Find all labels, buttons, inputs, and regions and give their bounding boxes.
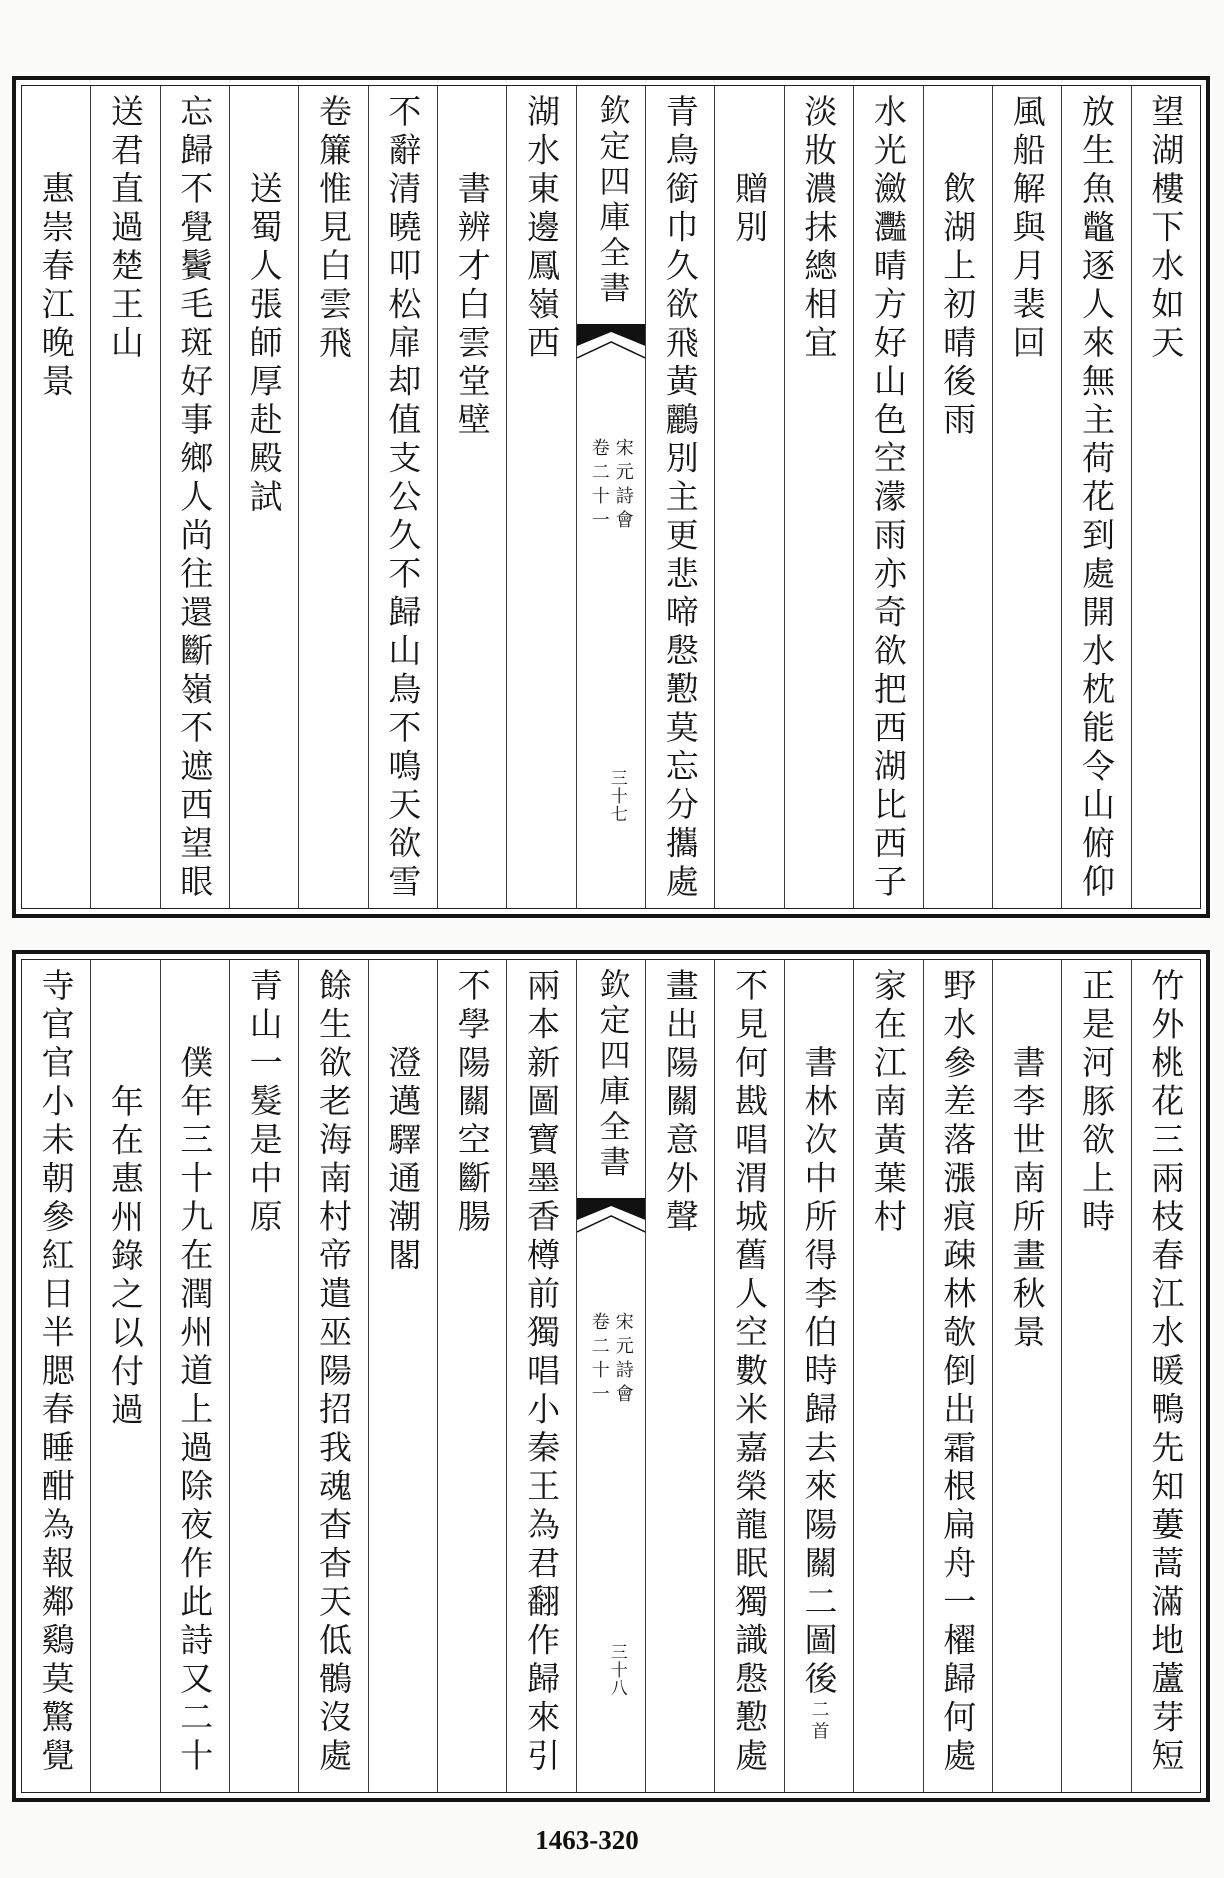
verse-text: 放生魚鼈逐人來無主荷花到處開水枕能令山俯仰 — [1076, 94, 1116, 903]
leaf-number: 三十七 — [606, 769, 627, 823]
verse-text: 望湖樓下水如天 — [1146, 94, 1186, 364]
poem-title: 澄邁驛通潮閣 — [383, 1045, 423, 1276]
verse-column — [298, 86, 367, 908]
verse-text: 寺官官小未朝參紅日半腮春睡酣為報鄰鷄莫驚覺 — [36, 968, 76, 1777]
verse-column — [923, 960, 992, 1792]
center-title: 欽定四庫全書 — [593, 94, 630, 307]
text-frame — [21, 959, 1201, 1793]
poem-title: 送蜀人張師厚赴殿試 — [244, 171, 284, 518]
verse-text: 不辭清曉叩松扉却值支公久不歸山鳥不鳴天欲雪 — [383, 94, 423, 903]
poem-title-column — [784, 960, 853, 1792]
leaf-number: 三十八 — [606, 1643, 627, 1697]
preface-column — [160, 960, 229, 1792]
center-column — [576, 86, 645, 908]
verse-column — [368, 86, 437, 908]
verse-column — [645, 960, 714, 1792]
poem-title-column — [992, 960, 1061, 1792]
verse-column — [1061, 86, 1130, 908]
juan-number: 卷二十一 — [588, 1312, 610, 1408]
verse-column — [506, 960, 575, 1792]
verse-text: 不見何戡唱渭城舊人空數米嘉榮龍眠獨識慇懃處 — [730, 968, 770, 1777]
poem-title: 書辨才白雲堂壁 — [452, 171, 492, 441]
poem-title-column — [437, 86, 506, 908]
verse-text: 淡妝濃抹總相宜 — [799, 94, 839, 364]
verse-column — [645, 86, 714, 908]
text-frame — [21, 85, 1201, 909]
bottom-leaf — [12, 950, 1210, 1802]
juan-number: 卷二十一 — [588, 438, 610, 534]
verse-text: 忘歸不覺鬢毛斑好事鄉人尚往還斷嶺不遮西望眼 — [175, 94, 215, 903]
verse-column — [90, 86, 159, 908]
verse-text: 家在江南黃葉村 — [868, 968, 908, 1238]
poem-title: 惠崇春江晚景 — [36, 171, 76, 402]
book-title: 宋元詩會 — [612, 1312, 634, 1408]
verse-text: 青山一髮是中原 — [244, 968, 284, 1238]
top-leaf — [12, 76, 1210, 918]
verse-text: 送君直過楚王山 — [105, 94, 145, 364]
verse-column — [298, 960, 367, 1792]
verse-text: 正是河豚欲上時 — [1076, 968, 1116, 1238]
verse-column — [160, 86, 229, 908]
verse-text: 不學陽關空斷腸 — [452, 968, 492, 1238]
preface-text: 年在惠州錄之以付過 — [105, 1083, 145, 1430]
verse-text: 水光瀲灩晴方好山色空濛雨亦奇欲把西湖比西子 — [868, 94, 908, 903]
verse-column — [714, 960, 783, 1792]
verse-column — [506, 86, 575, 908]
verse-text: 兩本新圖寶墨香樽前獨唱小秦王為君翻作歸來引 — [522, 968, 562, 1777]
verse-text: 畫出陽關意外聲 — [660, 968, 700, 1238]
poem-title-column — [368, 960, 437, 1792]
verse-text: 青鳥銜巾久欲飛黃鸝別主更悲啼慇懃莫忘分攜處 — [660, 94, 700, 903]
verse-text: 餘生欲老海南村帝遣巫陽招我魂杳杳天低鶻沒處 — [314, 968, 353, 1777]
verse-column — [1131, 960, 1200, 1792]
poem-title-column — [229, 86, 298, 908]
center-column — [576, 960, 645, 1792]
poem-title-column — [714, 86, 783, 908]
poem-title-column — [923, 86, 992, 908]
preface-column — [90, 960, 159, 1792]
verse-column — [992, 86, 1061, 908]
verse-text: 卷簾惟見白雲飛 — [314, 94, 353, 364]
verse-column — [853, 86, 922, 908]
fishtail-ornament — [577, 1198, 645, 1238]
page-number: 1463-320 — [535, 1825, 639, 1855]
verse-column — [784, 86, 853, 908]
poem-title-wrapper — [799, 960, 839, 1744]
verse-column — [229, 960, 298, 1792]
verse-column — [853, 960, 922, 1792]
poem-title-column — [22, 86, 90, 908]
center-title: 欽定四庫全書 — [593, 968, 630, 1181]
poem-title: 書李世南所畫秋景 — [1007, 1045, 1047, 1353]
verse-text: 湖水東邊鳳嶺西 — [522, 94, 562, 364]
poem-title: 贈別 — [730, 171, 770, 248]
poem-title: 書林次中所得李伯時歸去來陽關二圖後 — [799, 1045, 839, 1700]
poem-title: 飲湖上初晴後雨 — [938, 171, 978, 441]
fishtail-ornament — [577, 324, 645, 364]
preface-text: 僕年三十九在潤州道上過除夜作此詩又二十 — [175, 1045, 215, 1777]
verse-text: 野水參差落漲痕疎林欹倒出霜根扁舟一櫂歸何處 — [938, 968, 978, 1777]
verse-text: 竹外桃花三兩枝春江水暖鴨先知蔞蒿滿地蘆芽短 — [1146, 968, 1186, 1777]
verse-column — [1061, 960, 1130, 1792]
verse-text: 風船解與月裴回 — [1007, 94, 1047, 364]
verse-column — [1131, 86, 1200, 908]
title-note: 二首 — [808, 1699, 830, 1744]
book-title: 宋元詩會 — [612, 438, 634, 534]
verse-column — [437, 960, 506, 1792]
verse-column — [22, 960, 90, 1792]
